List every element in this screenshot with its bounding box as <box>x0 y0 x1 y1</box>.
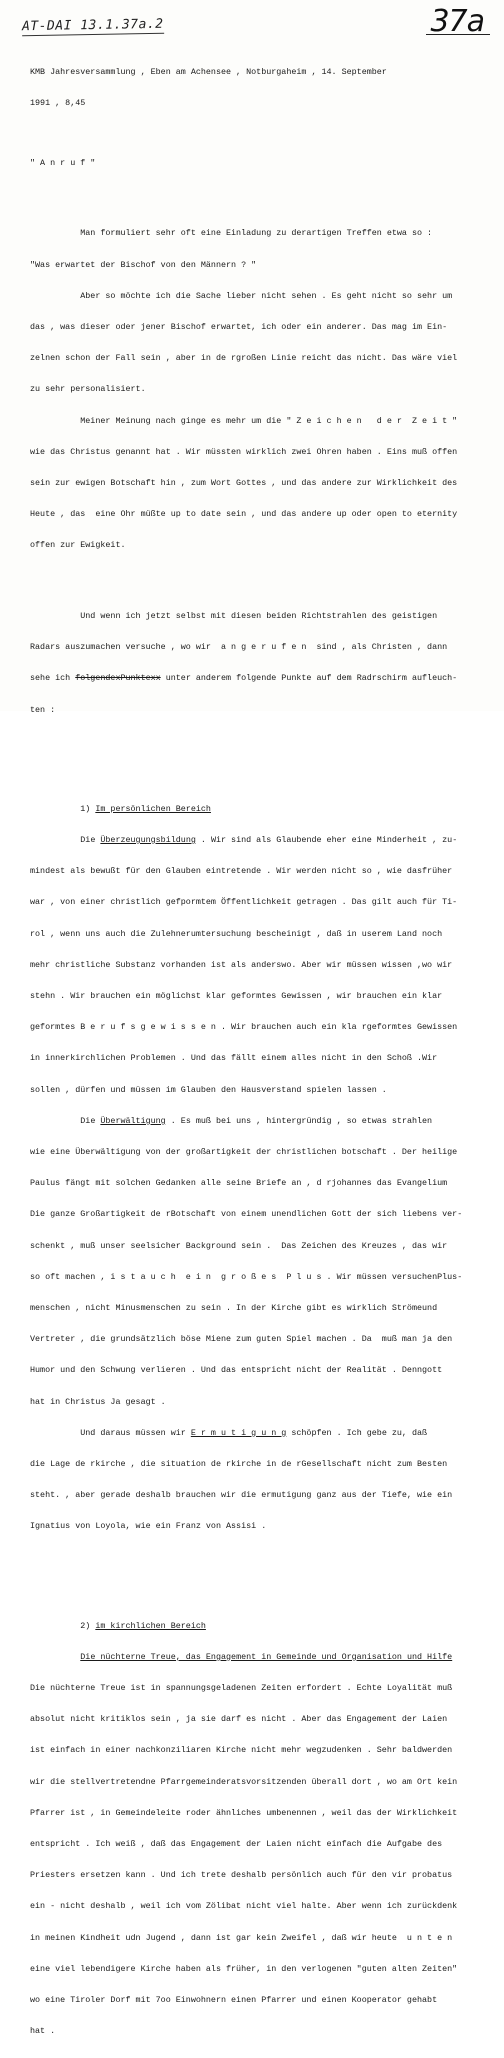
section-1-line: stehn . Wir brauchen ein möglichst klar geformtes Gewissen , wir brauchen ein klar <box>30 990 443 1001</box>
section-1-line: mehr christliche Substanz vorhanden ist als anderswo. Aber wir müssen wissen ,wo wir <box>30 959 453 970</box>
intro-line: Heute , das eine Ohr müßte up to date sein , und das andere up oder open to eternity <box>30 509 458 520</box>
section-1-line: mindest als bewußt für den Glauben eintretende . Wir werden nicht so , wie dasfrüher <box>30 866 453 877</box>
section-1-line: so oft machen , i s t a u c h e i n g r o ß e s P l u s . Wir müssen versuchenPlus- <box>30 1271 463 1282</box>
section-1-line <box>30 1116 496 1126</box>
emphasis-ermutigung: E r m u t i g u n g <box>190 1427 287 1438</box>
section-1-line: Die ganze Großartigkeit de rBotschaft von einem unendlichen Gott der sich liebens ver- <box>30 1209 463 1220</box>
intro-line: Meiner Meinung nach ginge es mehr um die " Z e i c h e n d e r Z e i t " <box>30 415 458 426</box>
subheading-ueberzeugungsbildung: Überzeugungsbildung <box>100 834 196 845</box>
section-1-line: schenkt , muß unser seelsicher Background sein . Das Zeichen des Kreuzes , das wir <box>30 1240 448 1251</box>
section-1-text: . Es muß bei uns , hintergründig , so etwas strahlen <box>165 1115 433 1126</box>
subheading-ueberwaeltigung: Überwältigung <box>100 1115 166 1126</box>
intro-line: Aber so möchte ich die Sache lieber nicht sehen . Es geht nicht so sehr um <box>30 290 453 301</box>
section-1-line: rol , wenn uns auch die Zulehnerumtersuchung bescheinigt , daß in userem Land noch <box>30 928 443 939</box>
subheading-prefix: Die <box>80 1115 101 1126</box>
section-2-number: 2) <box>80 1620 96 1631</box>
folio-number: 37a <box>430 4 484 39</box>
intro-line: offen zur Ewigkeit. <box>30 540 126 551</box>
radar-line <box>30 673 496 683</box>
section-2-line: hat . <box>30 2026 56 2037</box>
section-1-line: geformtes B e r u f s g e w i s s e n . Wir brauchen auch ein kla rgeformtes Gewissen <box>30 1022 458 1033</box>
section-1-line: wie eine Überwältigung von der großartigkeit der christlichen botschaft . Der heilige <box>30 1146 458 1157</box>
section-2-heading <box>30 1621 496 1631</box>
intro-line: das , was dieser oder jener Bischof erwartet, ich oder ein anderer. Das mag im Ein- <box>30 322 448 333</box>
section-2-line: ist einfach in einer nachkonziliaren Kirche nicht mehr wegzudenken . Sehr baldwerden <box>30 1745 453 1756</box>
section-1-heading <box>30 804 496 814</box>
letter-body <box>30 46 496 2058</box>
section-1-text: . Wir sind als Glaubende eher eine Minderheit , zu- <box>195 834 458 845</box>
struck-text: folgendexPunktexx <box>75 673 161 684</box>
speech-title: " A n r u f " <box>30 158 96 169</box>
section-1-line: die Lage de rkirche , die situation de rkirche in de rGesellschaft nicht zum Besten <box>30 1459 448 1470</box>
section-1-line: Humor und den Schwung verlieren . Und das entspricht nicht der Realität . Denngott <box>30 1365 443 1376</box>
subheading-treue: Die nüchterne Treue, das Engagement in Gemeinde und Organisation und Hilfe <box>80 1651 453 1662</box>
intro-line: "Was erwartet der Bischof von den Männern ? " <box>30 259 257 270</box>
section-2-line: wo eine Tiroler Dorf mit 7oo Einwohnern einen Pfarrer und einen Kooperator gehabt <box>30 1995 438 2006</box>
section-2-line: ein - nicht deshalb , weil ich vom Zölibat nicht viel halte. Aber wenn ich zurückdenk <box>30 1901 458 1912</box>
section-1-line: Vertreter , die grundsätzlich böse Miene zum guten Spiel machen . Da muß man ja den <box>30 1334 453 1345</box>
section-2-title: im kirchlichen Bereich <box>95 1620 206 1631</box>
header-line-1: KMB Jahresversammlung , Eben am Achensee , Notburgaheim , 14. September <box>30 66 387 77</box>
intro-line: wie das Christus genannt hat . Wir müssten wirklich zwei Ohren haben . Eins muß offen <box>30 446 458 457</box>
intro-line: zelnen schon der Fall sein , aber in de rgroßen Linie reicht das nicht. Das wäre viel <box>30 353 458 364</box>
intro-line: Man formuliert sehr oft eine Einladung zu derartigen Treffen etwa so : <box>30 228 433 239</box>
section-1-line: hat in Christus Ja gesagt . <box>30 1396 166 1407</box>
section-1-text: Und daraus müssen wir <box>30 1427 191 1438</box>
section-1-line <box>30 1428 496 1438</box>
section-1-text: schöpfen . Ich gebe zu, daß <box>286 1427 428 1438</box>
section-1-number: 1) <box>80 803 96 814</box>
intro-line: zu sehr personalisiert. <box>30 384 146 395</box>
section-2-line: Pfarrer ist , in Gemeindeleite roder ähnliches umbenennen , weil das der Wirklichkeit <box>30 1807 458 1818</box>
radar-line: Radars auszumachen versuche , wo wir a n g e r u f e n sind , als Christen , dann <box>30 642 448 653</box>
section-2-line: Die nüchterne Treue ist in spannungsgeladenen Zeiten erfordert . Echte Loyalität muß <box>30 1683 453 1694</box>
section-2-line: Priesters ersetzen kann . Und ich trete deshalb persönlich auch für den vir probatus <box>30 1870 453 1881</box>
archive-reference-stamp: AT-DAI 13.1.37a.2 <box>21 16 164 35</box>
section-1-line: Ignatius von Loyola, wie ein Franz von Assisi . <box>30 1521 267 1532</box>
subheading-prefix: Die <box>80 834 101 845</box>
section-1-line: Paulus fängt mit solchen Gedanken alle seine Briefe an , d rjohannes das Evangelium <box>30 1178 448 1189</box>
radar-line-tail: unter anderem folgende Punkte auf dem Radrschirm aufleuch- <box>160 673 458 684</box>
section-2-line: in meinen Kindheit udn Jugend , dann ist gar kein Zweifel , daß wir heute u n t e n <box>30 1932 453 1943</box>
section-2-line: wir die stellvertretendne Pfarrgemeinderatsvorsitzenden überall dort , wo am Ort kein <box>30 1776 458 1787</box>
section-2-line: entspricht . Ich weiß , daß das Engagement der Laien nicht einfach die Aufgabe des <box>30 1839 443 1850</box>
section-1-line <box>30 835 496 845</box>
radar-line: Und wenn ich jetzt selbst mit diesen beiden Richtstrahlen des geistigen <box>30 610 438 621</box>
intro-line: sein zur ewigen Botschaft hin , zum Wort Gottes , und das andere zur Wirklichkeit des <box>30 478 458 489</box>
section-2-line: eine viel lebendigere Kirche haben als früher, in den verlogenen "guten alten Zeiten" <box>30 1963 458 1974</box>
radar-line: ten : <box>30 704 56 715</box>
section-1-title: Im persönlichen Bereich <box>95 803 211 814</box>
section-1-line: sollen , dürfen und müssen im Glauben den Hausverstand spielen lassen . <box>30 1084 387 1095</box>
header-line-2: 1991 , 8,45 <box>30 98 86 109</box>
section-2-subheading <box>30 1652 496 1662</box>
section-1-line: in innerkirchlichen Problemen . Und das fällt einem alles nicht in den Schoß .Wir <box>30 1053 438 1064</box>
radar-line-start: sehe ich <box>30 673 76 684</box>
section-1-line: menschen , nicht Minusmenschen zu sein . In der Kirche gibt es wirklich Strömeund <box>30 1303 438 1313</box>
section-1-line: steht. , aber gerade deshalb brauchen wir die ermutigung ganz aus der Tiefe, wie ein <box>30 1490 453 1501</box>
section-1-line: war , von einer christlich gefpormtem Öffentlichkeit getragen . Das gilt auch für Ti- <box>30 897 458 908</box>
section-2-line: absolut nicht kritiklos sein , ja sie darf es nicht . Aber das Engagement der Laien <box>30 1714 448 1725</box>
